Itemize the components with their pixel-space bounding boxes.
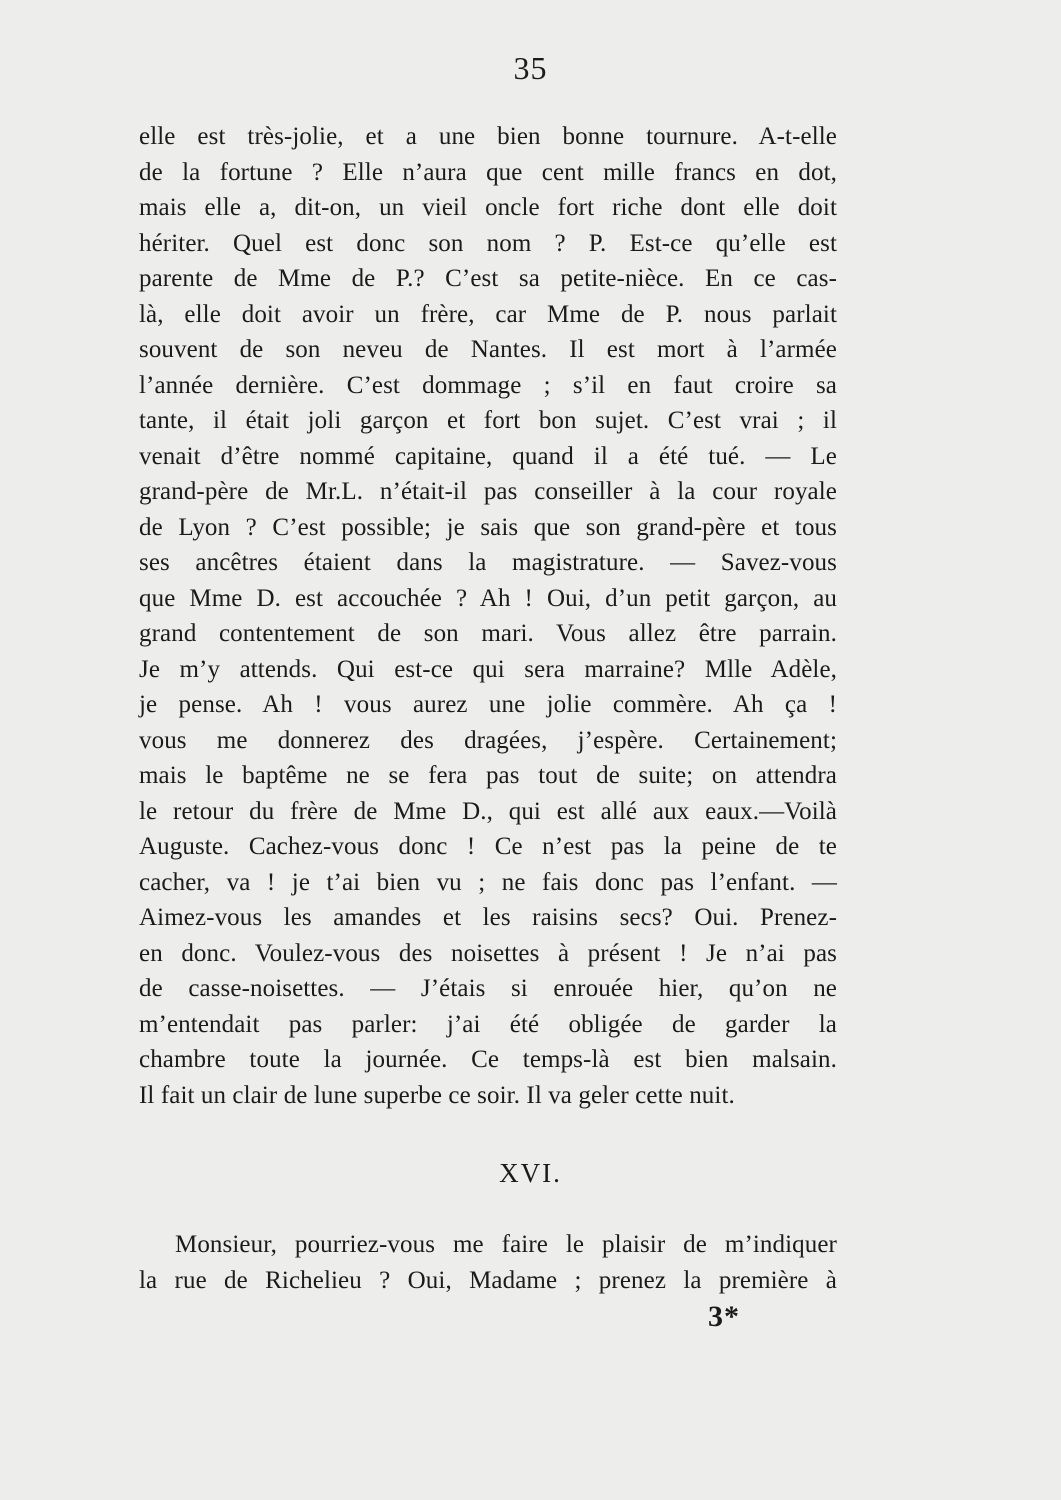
text-line: mais elle a, dit-on, un vieil oncle fort riche dont elle doit bbox=[139, 194, 837, 221]
text-line: mais le baptême ne se fera pas tout de suite; on attendra bbox=[139, 762, 837, 789]
text-line: ses ancêtres étaient dans la magistrature. — Savez-vous bbox=[139, 549, 837, 576]
text-line: hériter. Quel est donc son nom ? P. Est-ce qu’elle est bbox=[139, 229, 837, 257]
text-line: chambre toute la journée. Ce temps-là est bien malsain. bbox=[139, 1046, 837, 1073]
text-line: l’année dernière. C’est dommage ; s’il en faut croire sa bbox=[139, 371, 837, 399]
text-line: cacher, va ! je t’ai bien vu ; ne fais donc pas l’enfant. — bbox=[139, 868, 837, 896]
text-line: Auguste. Cachez-vous donc ! Ce n’est pas la peine de te bbox=[139, 833, 837, 860]
text-line: vous me donnerez des dragées, j’espère. Certainement; bbox=[139, 726, 837, 754]
text-line: elle est très-jolie, et a une bien bonne tournure. A-t-elle bbox=[139, 123, 837, 150]
text-line: que Mme D. est accouchée ? Ah ! Oui, d’un petit garçon, au bbox=[139, 584, 837, 612]
text-line: Il fait un clair de lune superbe ce soir. Il va geler cette nuit. bbox=[139, 1081, 735, 1109]
section-heading: XVI. bbox=[499, 1158, 562, 1188]
text-line: en donc. Voulez-vous des noisettes à présent ! Je n’ai pas bbox=[139, 939, 837, 967]
text-line: venait d’être nommé capitaine, quand il a été tué. — Le bbox=[139, 442, 837, 470]
text-line: la rue de Richelieu ? Oui, Madame ; prenez la première à bbox=[139, 1266, 837, 1294]
text-line: de Lyon ? C’est possible; je sais que son grand-père et tous bbox=[139, 513, 837, 541]
text-line: le retour du frère de Mme D., qui est allé aux eaux.—Voilà bbox=[139, 797, 837, 825]
signature-mark: 3* bbox=[708, 1300, 740, 1333]
text-line: de la fortune ? Elle n’aura que cent mille francs en dot, bbox=[139, 158, 837, 186]
page-number: 35 bbox=[513, 50, 548, 86]
text-line: de casse-noisettes. — J’étais si enrouée hier, qu’on ne bbox=[139, 975, 837, 1002]
text-line: souvent de son neveu de Nantes. Il est mort à l’armée bbox=[139, 336, 837, 363]
text-line: Aimez-vous les amandes et les raisins secs? Oui. Prenez- bbox=[139, 904, 837, 931]
text-line: je pense. Ah ! vous aurez une jolie commère. Ah ça ! bbox=[139, 691, 837, 718]
paragraph-2 bbox=[139, 1227, 837, 1298]
text-line: parente de Mme de P.? C’est sa petite-nièce. En ce cas- bbox=[139, 265, 837, 292]
text-line: Je m’y attends. Qui est-ce qui sera marraine? Mlle Adèle, bbox=[139, 655, 837, 683]
text-line: grand-père de Mr.L. n’était-il pas conseiller à la cour royale bbox=[139, 478, 837, 505]
text-line: grand contentement de son mari. Vous allez être parrain. bbox=[139, 620, 837, 647]
text-line: Monsieur, pourriez-vous me faire le plaisir de m’indiquer bbox=[175, 1231, 837, 1258]
text-line: tante, il était joli garçon et fort bon sujet. C’est vrai ; il bbox=[139, 407, 837, 434]
paragraph-1 bbox=[139, 119, 837, 1113]
text-line: là, elle doit avoir un frère, car Mme de P. nous parlait bbox=[139, 300, 837, 328]
text-line: m’entendait pas parler: j’ai été obligée de garder la bbox=[139, 1010, 837, 1038]
